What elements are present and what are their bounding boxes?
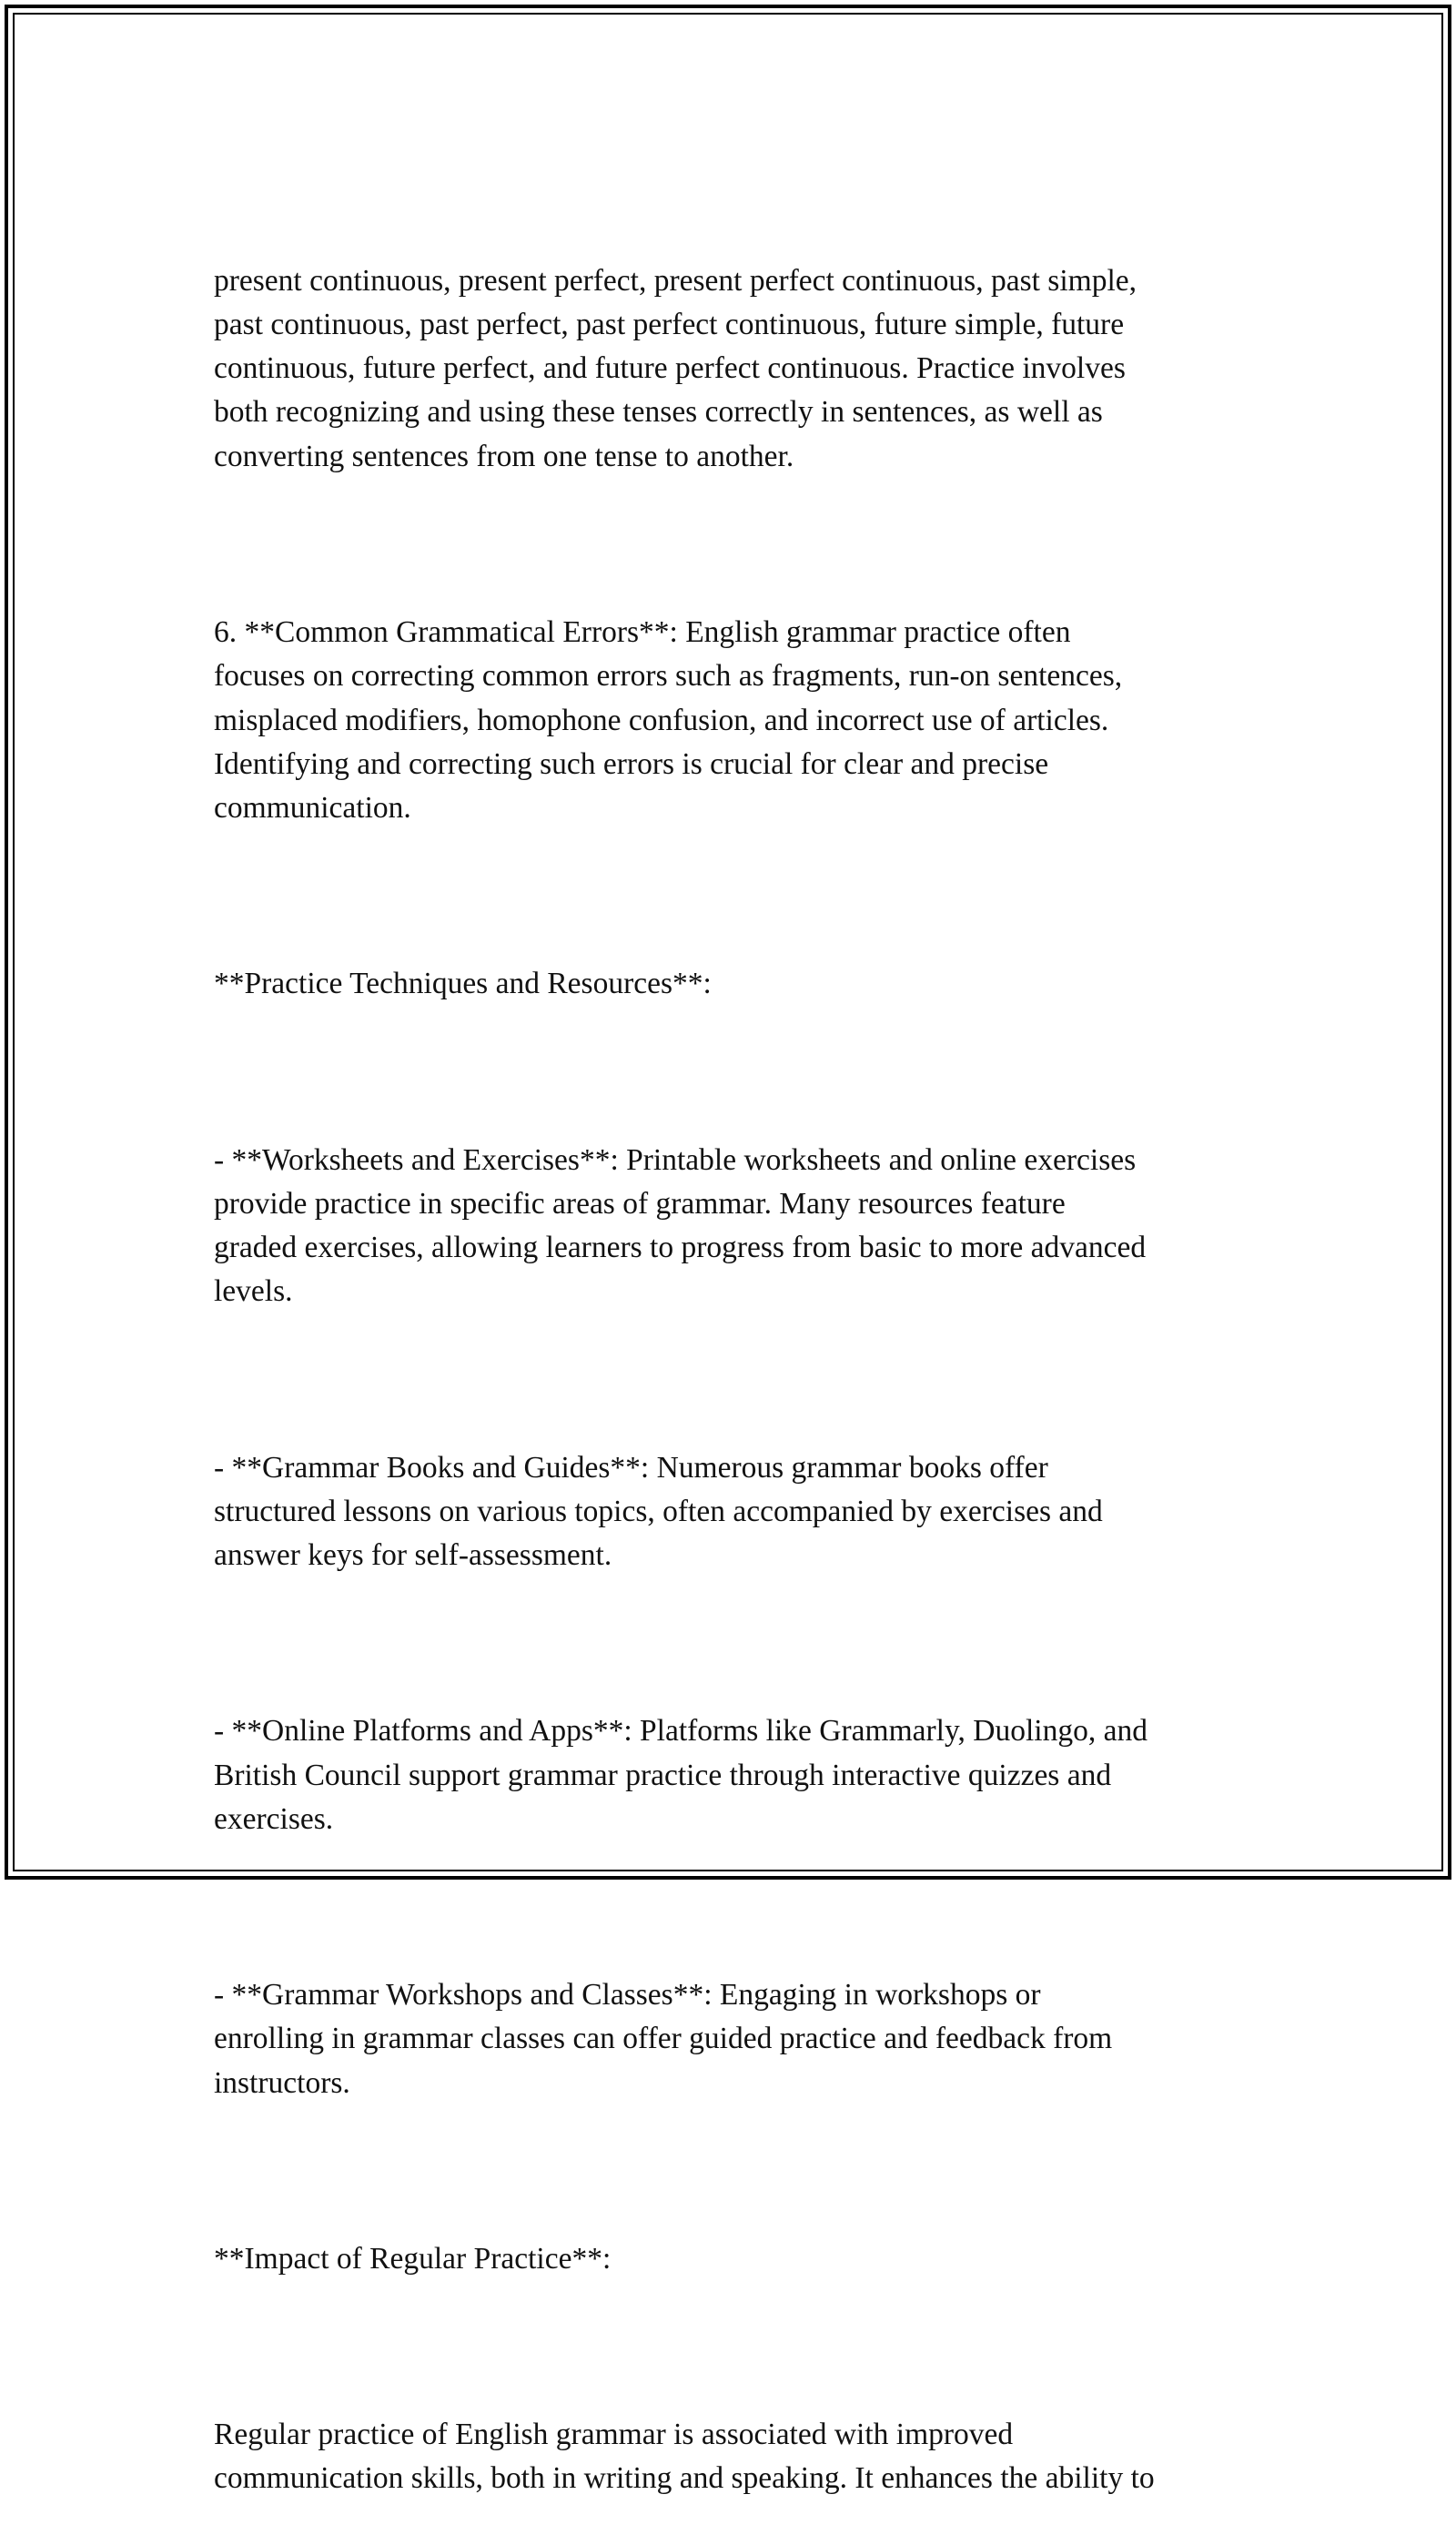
heading-impact: **Impact of Regular Practice**:	[214, 2241, 612, 2276]
list-item-worksheets: - **Worksheets and Exercises**: Printable worksheets and online exercises provide practice in specific areas of grammar. Many resources feature graded exercises, allowing learners to progress from basic to more advanced levels.	[214, 1142, 1147, 1309]
list-item-online-platforms: - **Online Platforms and Apps**: Platforms like Grammarly, Duolingo, and British Council support grammar practice through interactive quizzes and exercises.	[214, 1714, 1148, 1836]
paragraph-common-errors: 6. **Common Grammatical Errors**: English grammar practice often focuses on correcting common errors such as fragments, run-on sentences, misplaced modifiers, homophone confusion, and incorrect use of articles. Identifying and correcting such errors is crucial for clear and precise communication.	[214, 614, 1123, 826]
heading-practice-techniques: **Practice Techniques and Resources**:	[214, 967, 712, 1001]
list-item-grammar-books: - **Grammar Books and Guides**: Numerous grammar books offer structured lessons on various topics, often accompanied by exercises and answer keys for self-assessment.	[214, 1450, 1103, 1573]
paragraph-impact: Regular practice of English grammar is associated with improved communication skills, both in writing and speaking. It enhances the ability to	[214, 2418, 1155, 2496]
document-body	[214, 171, 1251, 2545]
list-item-workshops: - **Grammar Workshops and Classes**: Engaging in workshops or enrolling in grammar classes can offer guided practice and feedback from instructors.	[214, 1978, 1113, 2100]
paragraph-verb-tenses: present continuous, present perfect, present perfect continuous, past simple, past continuous, past perfect, past perfect continuous, future simple, future continuous, future perfect, and future perfect continuous. Practice involves both recognizing and using these tenses correctly in sentences, as well as converting sentences from one tense to another.	[214, 263, 1137, 473]
